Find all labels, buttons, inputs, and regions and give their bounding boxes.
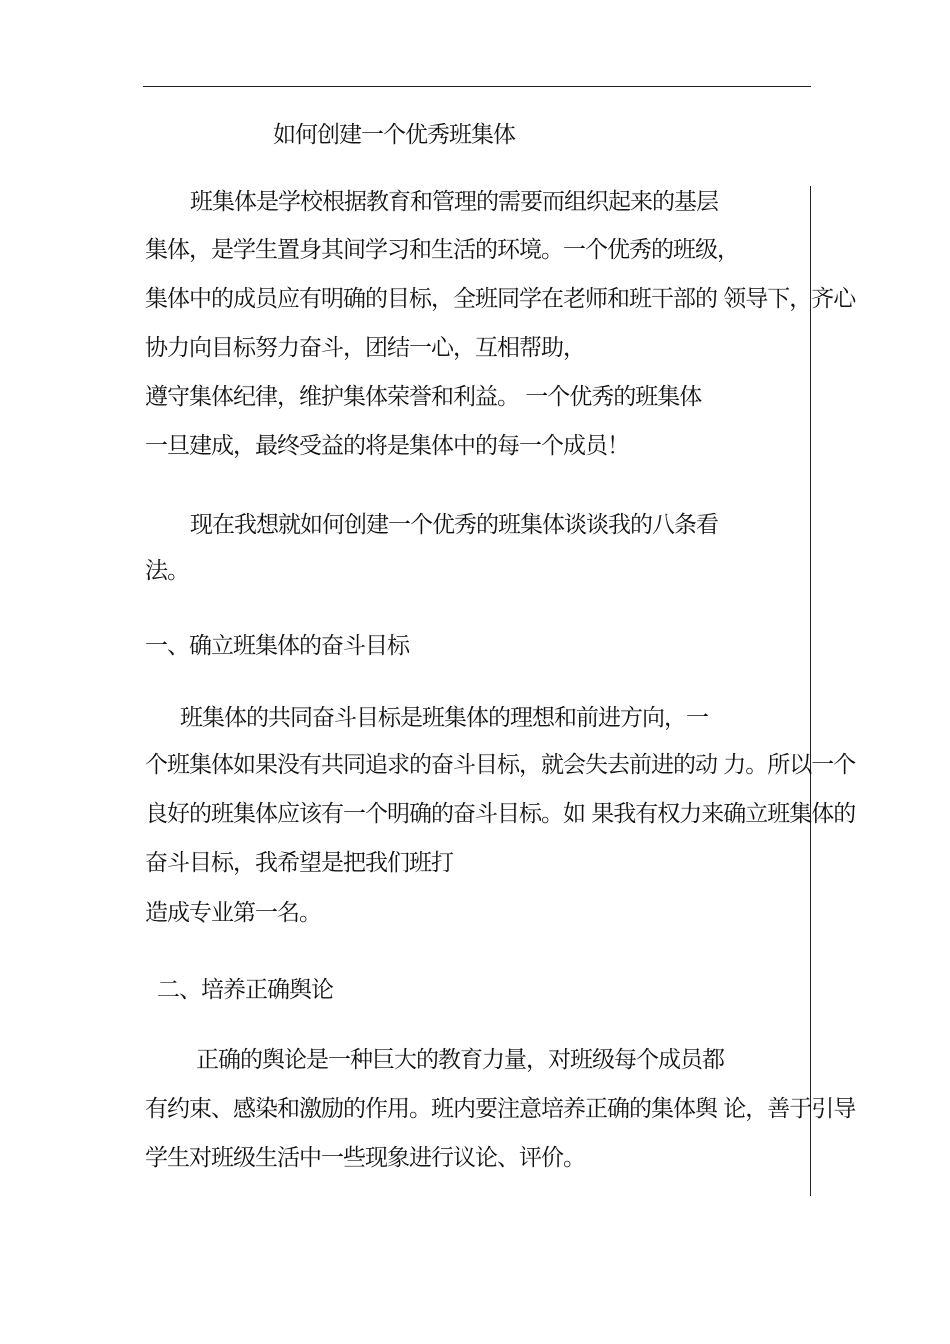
right-margin-rule [810, 186, 811, 1196]
paragraph-line: 奋斗目标，我希望是把我们班打 [145, 850, 453, 876]
paragraph-line: 遵守集体纪律，维护集体荣誉和利益。 一个优秀的班集体 [145, 384, 702, 410]
header-rule [143, 86, 811, 87]
section-heading: 一、确立班集体的奋斗目标 [145, 633, 409, 659]
paragraph-line: 集体中的成员应有明确的目标，全班同学在老师和班干部的 领导下，齐心 [145, 286, 856, 312]
paragraph-line: 良好的班集体应该有一个明确的奋斗目标。如 果我有权力来确立班集体的 [145, 801, 856, 827]
paragraph-line: 协力向目标努力奋斗，团结一心，互相帮助， [145, 335, 585, 361]
paragraph-line: 个班集体如果没有共同追求的奋斗目标，就会失去前进的动 力。所以一个 [145, 752, 856, 778]
paragraph-line: 集体，是学生置身其间学习和生活的环境。一个优秀的班级， [145, 237, 739, 263]
paragraph-line: 法。 [145, 558, 189, 584]
paragraph-line: 造成专业第一名。 [145, 900, 321, 926]
document-title: 如何创建一个优秀班集体 [273, 122, 515, 148]
paragraph-line: 一旦建成，最终受益的将是集体中的每一个成员！ [145, 433, 629, 459]
paragraph-line: 班集体是学校根据教育和管理的需要而组织起来的基层 [190, 189, 718, 215]
paragraph-line: 有约束、感染和激励的作用。班内要注意培养正确的集体舆 论，善于引导 [145, 1096, 856, 1122]
paragraph-line: 学生对班级生活中一些现象进行议论、评价。 [145, 1145, 585, 1171]
paragraph-line: 正确的舆论是一种巨大的教育力量，对班级每个成员都 [196, 1047, 724, 1073]
paragraph-line: 班集体的共同奋斗目标是班集体的理想和前进方向，一 [180, 705, 708, 731]
paragraph-line: 现在我想就如何创建一个优秀的班集体谈谈我的八条看 [190, 512, 718, 538]
section-heading: 二、培养正确舆论 [157, 977, 333, 1003]
